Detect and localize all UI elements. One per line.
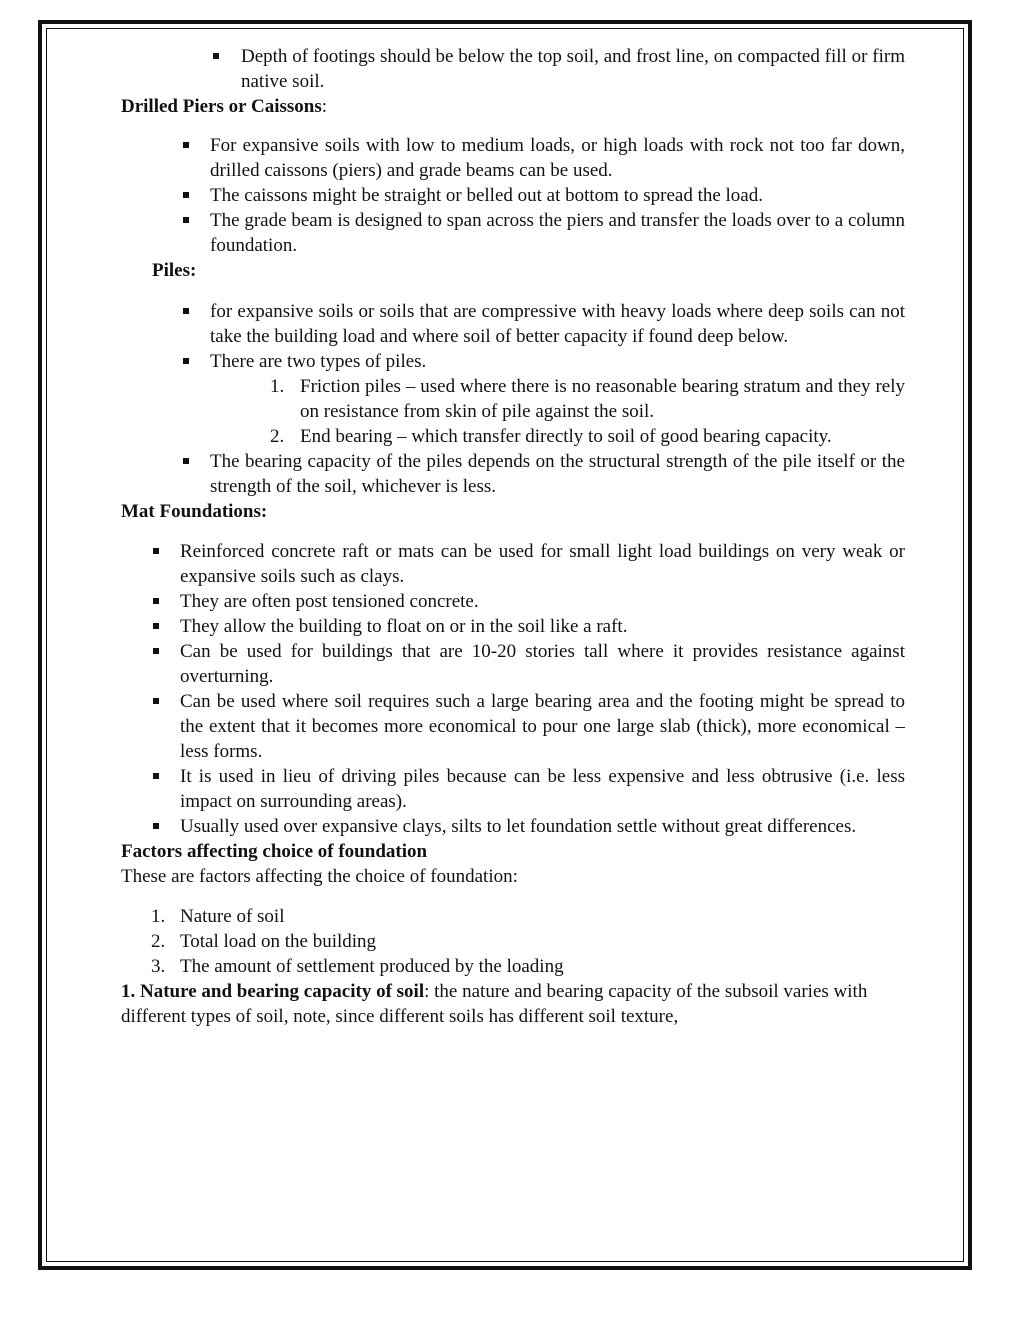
nature-lead: 1. Nature and bearing capacity of soil: [121, 981, 425, 1002]
numbered-item: [151, 954, 905, 979]
list-item: Can be used for buildings that are 10-20 stories tall where it provides resistance against overturning.: [180, 641, 905, 687]
item-number: 1.: [270, 376, 285, 397]
piles-list: [121, 299, 905, 499]
numbered-item: [270, 374, 905, 424]
list-item-text: There are two types of piles.: [210, 351, 427, 372]
item-text: Total load on the building: [180, 931, 377, 952]
list-item: It is used in lieu of driving piles because can be less expensive and less obtrusive (i.e. less impact on surrounding areas).: [180, 766, 905, 812]
factors-list: [121, 904, 905, 979]
item-number: 2.: [270, 426, 285, 447]
list-item: The caissons might be straight or belled out at bottom to spread the load.: [210, 183, 905, 208]
nature-text: : the nature and bearing capacity of the subsoil varies with different types of soil, note, since different soils has different soil texture,: [121, 981, 868, 1027]
section-heading-piles: Piles:: [152, 260, 197, 281]
list-item: The grade beam is designed to span across the piers and transfer the loads over to a column foundation.: [210, 210, 905, 256]
mat-foundations-list: [121, 539, 905, 839]
section-heading-factors: Factors affecting choice of foundation: [121, 841, 428, 862]
section-heading-mat-foundations: Mat Foundations:: [121, 501, 268, 522]
pile-types-list: [210, 374, 905, 449]
heading-text: Drilled Piers or Caissons: [121, 96, 322, 117]
item-text: The amount of settlement produced by the loading: [180, 956, 564, 977]
numbered-item: [151, 929, 905, 954]
list-item: [210, 349, 905, 449]
item-number: 1.: [151, 906, 166, 927]
list-item: Can be used where soil requires such a large bearing area and the footing might be spread to the extent that it becomes more economical to pour one large slab (thick), more economical – less forms.: [180, 691, 905, 762]
list-item: For expansive soils with low to medium loads, or high loads with rock not too far down, drilled caissons (piers) and grade beams can be used.: [210, 135, 905, 181]
list-item: Usually used over expansive clays, silts to let foundation settle without great differences.: [180, 814, 905, 839]
item-text: End bearing – which transfer directly to soil of good bearing capacity.: [300, 426, 832, 447]
document-body: [121, 44, 905, 1029]
drilled-piers-list: [121, 133, 905, 258]
item-number: 3.: [151, 956, 166, 977]
list-item: They are often post tensioned concrete.: [180, 589, 905, 614]
intro-bullet-list: [121, 44, 905, 94]
list-item: They allow the building to float on or in the soil like a raft.: [180, 614, 905, 639]
section-heading-drilled-piers: [121, 94, 905, 119]
list-item: The bearing capacity of the piles depends on the structural strength of the pile itself or the strength of the soil, whichever is less.: [210, 451, 905, 497]
list-item: Reinforced concrete raft or mats can be used for small light load buildings on very weak or expansive soils such as clays.: [180, 541, 905, 587]
numbered-item: [270, 424, 905, 449]
factors-intro: These are factors affecting the choice of foundation:: [121, 866, 518, 887]
item-text: Nature of soil: [180, 906, 285, 927]
nature-paragraph: [121, 979, 905, 1029]
list-item: for expansive soils or soils that are compressive with heavy loads where deep soils can not take the building load and where soil of better capacity if found deep below.: [210, 301, 905, 347]
item-number: 2.: [151, 931, 166, 952]
item-text: Friction piles – used where there is no reasonable bearing stratum and they rely on resistance from skin of pile against the soil.: [300, 376, 905, 422]
list-item: Depth of footings should be below the top soil, and frost line, on compacted fill or firm native soil.: [241, 46, 905, 92]
heading-colon: :: [321, 96, 328, 117]
numbered-item: [151, 904, 905, 929]
